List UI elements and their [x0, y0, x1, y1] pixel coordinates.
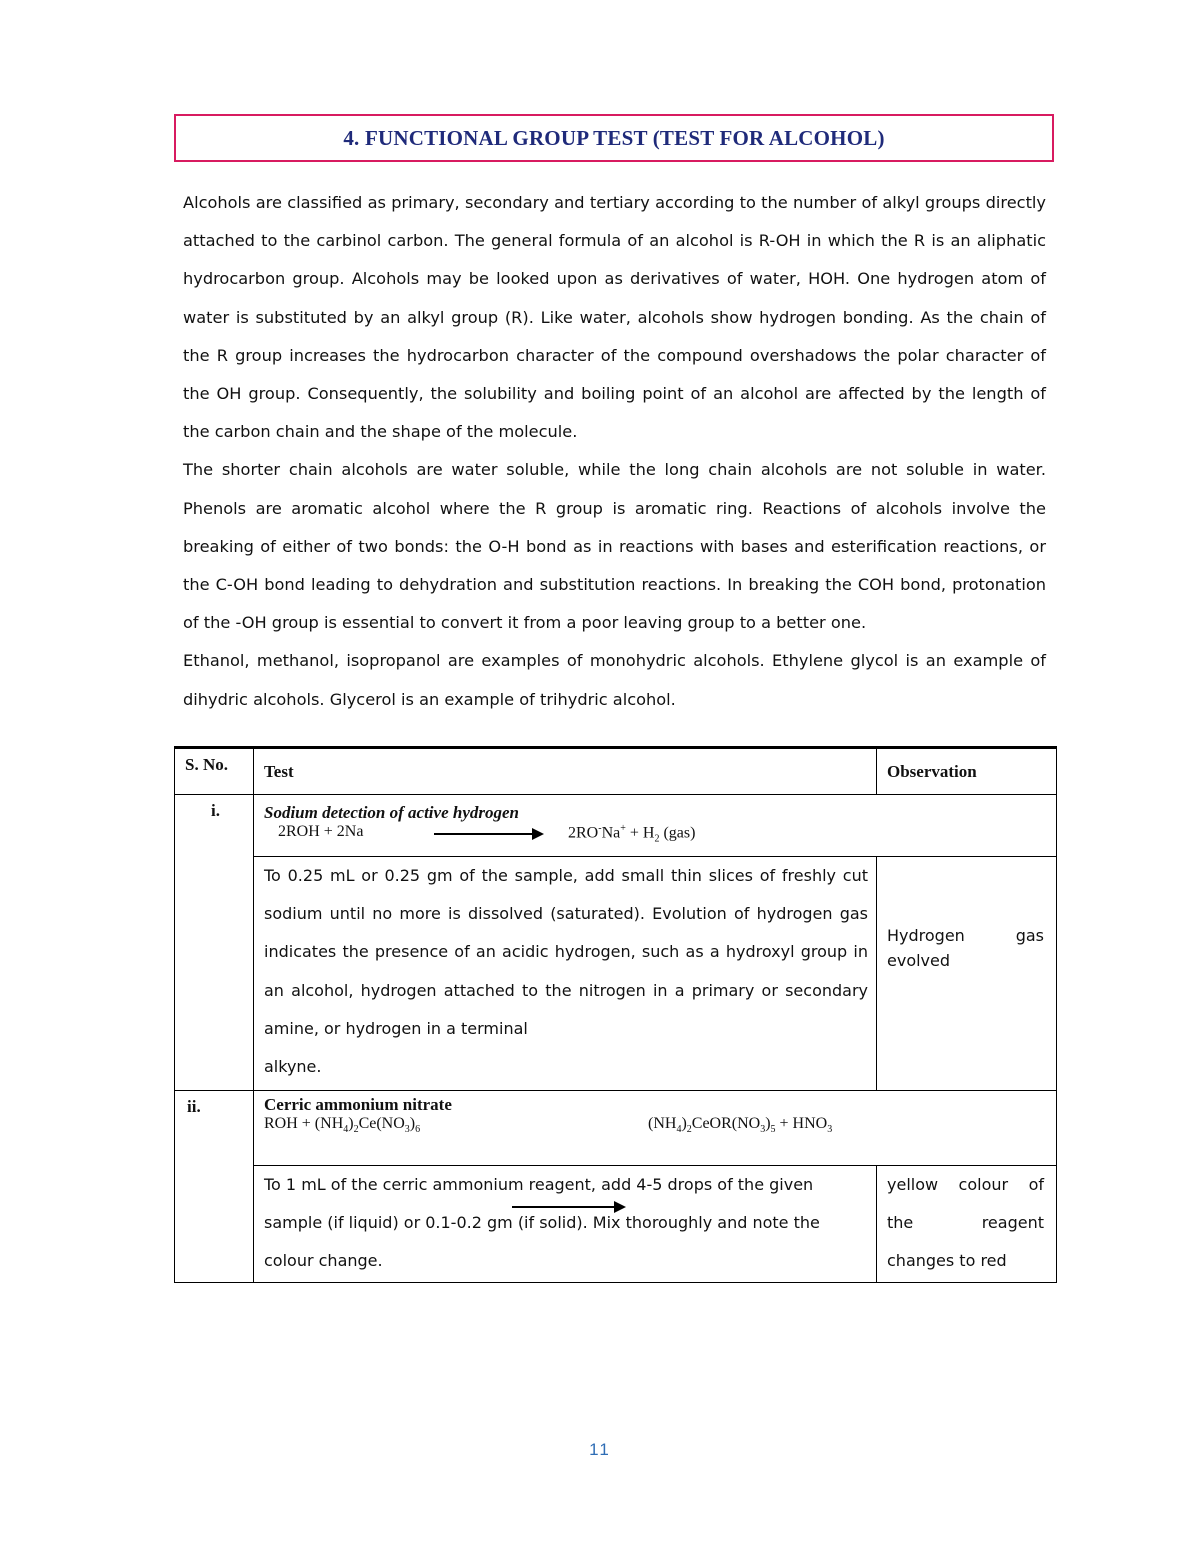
- eq-lhs-sub: 4: [343, 1124, 349, 1136]
- eq-rhs-part: CeOR(NO: [691, 1115, 761, 1132]
- procedure-body: To 0.25 mL or 0.25 gm of the sample, add small thin slices of freshly cut sodium until no more is dissolved (saturated). Evolution of hydrogen gas indicates the presence of an acidic hydrogen, such as a hydroxyl group in an alcohol, hydrogen attached to the nitrogen in a primary or secondary amine, or hydrogen in a terminal: [264, 866, 868, 1038]
- eq-lhs-sub: 6: [415, 1124, 421, 1136]
- eq-rhs-part: (gas): [659, 824, 696, 842]
- observation-text: Hydrogen gas evolved: [887, 926, 1044, 970]
- tests-table: [174, 746, 1057, 1283]
- eq-rhs-part: Na: [601, 824, 621, 842]
- eq-rhs-part: 2RO: [568, 824, 599, 842]
- reaction-equation: [264, 1115, 1056, 1137]
- procedure-end: alkyne.: [264, 1057, 322, 1077]
- reaction-equation: [264, 823, 1056, 845]
- row-number: [175, 795, 254, 1091]
- row-number-label: ii.: [187, 1097, 201, 1116]
- test-header-cell: [254, 795, 1057, 857]
- eq-rhs-part: + HNO: [775, 1115, 828, 1132]
- intro-paragraph-1: Alcohols are classified as primary, secondary and tertiary according to the number of alkyl groups directly attached to the carbinol carbon. The general formula of an alcohol is R-OH in which the R is an aliphatic hydrocarbon group. Alcohols may be looked upon as derivatives of water, HOH. One hydrogen atom of water is substituted by an alkyl group (R). Like water, alcohols show hydrogen bonding. As the chain of the R group increases the hydrocarbon character of the compound overshadows the polar character of the OH group. Consequently, the solubility and boiling point of an alcohol are affected by the length of the carbon chain and the shape of the molecule.: [183, 193, 1046, 442]
- table-row: [175, 1166, 1057, 1283]
- eq-rhs-part: ): [765, 1115, 771, 1132]
- observation-cell: [877, 1166, 1057, 1283]
- eq-lhs-part: ): [409, 1115, 416, 1132]
- equation-rhs: [648, 1115, 832, 1135]
- title-box: [174, 114, 1054, 162]
- eq-lhs-sub: 3: [404, 1124, 410, 1136]
- eq-lhs-part: ): [348, 1115, 354, 1132]
- eq-rhs-sub: 2: [686, 1124, 692, 1136]
- procedure-cell: [254, 1166, 877, 1283]
- header-sno-label: S. No.: [185, 755, 228, 774]
- header-test: [254, 748, 877, 795]
- header-test-label: Test: [264, 762, 294, 781]
- equation-rhs: [568, 823, 695, 845]
- eq-rhs-part: (NH: [648, 1115, 677, 1132]
- row-number: [175, 1091, 254, 1283]
- eq-lhs-part: Ce(NO: [358, 1115, 405, 1132]
- intro-paragraph-2: The shorter chain alcohols are water soluble, while the long chain alcohols are not soluble in water. Phenols are aromatic alcohol where the R group is aromatic ring. Reactions of alcohols involve the breaking of either of two bonds: the O-H bond as in reactions with bases and esterification reactions, or the C-OH bond leading to dehydration and substitution reactions. In breaking the COH bond, protonation of the -OH group is essential to convert it from a poor leaving group to a better one.: [183, 460, 1046, 633]
- test-header-cell: [254, 1091, 1057, 1166]
- header-observation-label: Observation: [887, 762, 977, 781]
- header-observation: [877, 748, 1057, 795]
- eq-rhs-sub: 5: [770, 1124, 776, 1136]
- procedure-cell: [254, 857, 877, 1091]
- test-name: Sodium detection of active hydrogen: [264, 803, 519, 822]
- reaction-arrow-icon: [512, 1206, 624, 1208]
- eq-rhs-part: ): [681, 1115, 687, 1132]
- intro-text: [183, 184, 1046, 719]
- test-name: Cerric ammonium nitrate: [264, 1095, 452, 1114]
- table-row: [175, 1091, 1057, 1166]
- page-number: 11: [589, 1440, 611, 1459]
- row-number-label: i.: [211, 801, 220, 820]
- eq-rhs-sub: 2: [654, 833, 660, 845]
- eq-lhs-part: ROH + (NH: [264, 1115, 344, 1132]
- eq-rhs-sup: +: [620, 823, 626, 834]
- eq-rhs-sub: 3: [760, 1124, 766, 1136]
- eq-rhs-sub: 3: [827, 1124, 833, 1136]
- page-title: 4. FUNCTIONAL GROUP TEST (TEST FOR ALCOHOL): [343, 125, 885, 150]
- table-row: [175, 795, 1057, 857]
- procedure-text: [254, 857, 876, 1086]
- intro-paragraph-3: Ethanol, methanol, isopropanol are examples of monohydric alcohols. Ethylene glycol is an example of dihydric alcohols. Glycerol is an example of trihydric alcohol.: [183, 651, 1046, 709]
- eq-lhs-sub: 2: [353, 1124, 359, 1136]
- procedure-text: To 1 mL of the cerric ammonium reagent, add 4-5 drops of the given sample (if liquid) or 0.1-0.2 gm (if solid). Mix thoroughly and note the colour change.: [264, 1175, 820, 1271]
- header-sno: [175, 748, 254, 795]
- table-header-row: [175, 748, 1057, 795]
- observation-cell: [877, 857, 1057, 1091]
- equation-lhs: 2ROH + 2Na: [278, 823, 364, 840]
- table-row: [175, 857, 1057, 1091]
- observation-text: yellow colour of the reagent changes to red: [887, 1175, 1044, 1271]
- reaction-arrow-icon: [434, 833, 542, 835]
- equation-lhs: [264, 1115, 420, 1135]
- eq-rhs-part: + H: [625, 824, 655, 842]
- eq-rhs-sup: -: [598, 823, 602, 834]
- eq-rhs-sub: 4: [676, 1124, 682, 1136]
